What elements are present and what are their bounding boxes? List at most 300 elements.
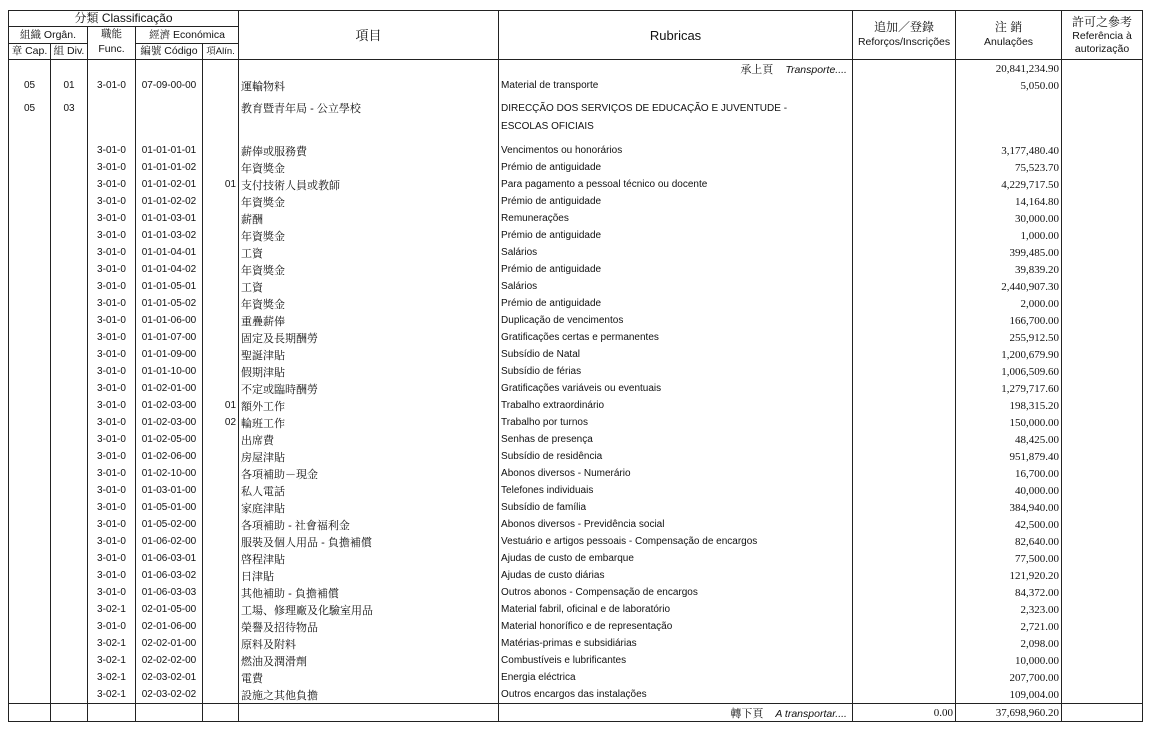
div-cell (51, 312, 88, 329)
alin-cell (203, 482, 239, 499)
header-reference-pt: Referência à autorização (1072, 29, 1132, 55)
annulment-cell: 77,500.00 (956, 550, 1062, 567)
reference-cell (1062, 346, 1143, 363)
alin-cell: 02 (203, 414, 239, 431)
reinforcement-cell (853, 346, 956, 363)
func-cell: 3-01-0 (88, 465, 136, 482)
item-zh-cell: 固定及長期酬勞 (239, 329, 499, 346)
cap-cell (9, 414, 51, 431)
budget-table (8, 10, 1143, 722)
div-cell: 03 (51, 100, 88, 136)
div-cell (51, 380, 88, 397)
item-zh-cell: 年資獎金 (239, 193, 499, 210)
code-cell: 01-02-06-00 (136, 448, 203, 465)
reinforcement-cell (853, 295, 956, 312)
annulment-cell: 5,050.00 (956, 77, 1062, 94)
item-zh-cell: 工資 (239, 278, 499, 295)
carry-out-amount: 37,698,960.20 (956, 704, 1062, 722)
func-cell: 3-01-0 (88, 77, 136, 94)
cap-cell (9, 533, 51, 550)
func-cell: 3-02-1 (88, 686, 136, 704)
div-cell (51, 227, 88, 244)
cap-cell (9, 635, 51, 652)
reinforcement-cell (853, 142, 956, 159)
reinforcement-cell (853, 669, 956, 686)
func-cell: 3-01-0 (88, 176, 136, 193)
div-cell (51, 397, 88, 414)
annulment-cell: 2,721.00 (956, 618, 1062, 635)
alin-cell (203, 278, 239, 295)
func-cell: 3-01-0 (88, 533, 136, 550)
cap-cell (9, 346, 51, 363)
cap-cell (9, 601, 51, 618)
reference-cell (1062, 431, 1143, 448)
rubrica-cell: Outros abonos - Compensação de encargos (499, 584, 853, 601)
annulment-cell: 951,879.40 (956, 448, 1062, 465)
cap-cell (9, 278, 51, 295)
reinforcement-cell (853, 244, 956, 261)
cap-cell (9, 397, 51, 414)
table-row (9, 380, 1143, 397)
table-row (9, 465, 1143, 482)
reference-cell (1062, 397, 1143, 414)
table-row (9, 431, 1143, 448)
func-cell: 3-01-0 (88, 210, 136, 227)
reference-cell (1062, 482, 1143, 499)
cap-cell (9, 244, 51, 261)
reinforcement-cell (853, 193, 956, 210)
cap-cell (9, 686, 51, 704)
carry-out-label (499, 704, 853, 722)
rubrica-cell: Subsídio de residência (499, 448, 853, 465)
alin-cell (203, 227, 239, 244)
reinforcement-cell (853, 601, 956, 618)
item-zh-cell: 各項補助 - 社會福利金 (239, 516, 499, 533)
reference-cell (1062, 567, 1143, 584)
func-cell: 3-01-0 (88, 227, 136, 244)
annulment-cell: 2,000.00 (956, 295, 1062, 312)
alin-cell (203, 567, 239, 584)
cap-cell (9, 193, 51, 210)
annulment-cell: 42,500.00 (956, 516, 1062, 533)
rubrica-cell: Salários (499, 244, 853, 261)
func-cell: 3-01-0 (88, 261, 136, 278)
cap-cell (9, 584, 51, 601)
div-cell (51, 618, 88, 635)
annulment-cell: 14,164.80 (956, 193, 1062, 210)
div-cell (51, 601, 88, 618)
annulment-cell: 255,912.50 (956, 329, 1062, 346)
annulment-cell: 16,700.00 (956, 465, 1062, 482)
code-cell: 01-01-01-01 (136, 142, 203, 159)
header-reinforcements-pt: Reforços/Inscrições (857, 36, 951, 48)
annulment-cell: 109,004.00 (956, 686, 1062, 704)
item-zh-cell: 年資獎金 (239, 227, 499, 244)
div-cell (51, 159, 88, 176)
alin-cell (203, 465, 239, 482)
alin-cell (203, 652, 239, 669)
func-cell: 3-01-0 (88, 312, 136, 329)
rubrica-cell: Vestuário e artigos pessoais - Compensação de encargos (499, 533, 853, 550)
rubrica-cell: Prémio de antiguidade (499, 227, 853, 244)
code-cell: 01-05-02-00 (136, 516, 203, 533)
cap-cell (9, 516, 51, 533)
annulment-cell: 399,485.00 (956, 244, 1062, 261)
table-row (9, 176, 1143, 193)
func-cell: 3-01-0 (88, 414, 136, 431)
alin-cell (203, 584, 239, 601)
func-cell: 3-02-1 (88, 669, 136, 686)
table-row (9, 601, 1143, 618)
div-cell (51, 346, 88, 363)
alin-cell (203, 363, 239, 380)
table-row (9, 346, 1143, 363)
header-classification: 分類 Classificação (9, 11, 239, 27)
div-cell (51, 329, 88, 346)
reinforcement-cell (853, 278, 956, 295)
rubrica-cell: Prémio de antiguidade (499, 261, 853, 278)
alin-cell (203, 142, 239, 159)
table-body (9, 60, 1143, 704)
reference-cell (1062, 550, 1143, 567)
annulment-cell: 207,700.00 (956, 669, 1062, 686)
code-cell: 02-02-01-00 (136, 635, 203, 652)
cap-cell (9, 312, 51, 329)
table-row (9, 584, 1143, 601)
annulment-cell: 84,372.00 (956, 584, 1062, 601)
alin-cell (203, 550, 239, 567)
carry-in-amount: 20,841,234.90 (956, 60, 1062, 78)
reference-cell (1062, 380, 1143, 397)
section-header-row (9, 100, 1143, 136)
reference-cell (1062, 533, 1143, 550)
func-cell: 3-01-0 (88, 482, 136, 499)
header-alin: 項Alín. (203, 44, 239, 60)
alin-cell (203, 244, 239, 261)
alin-cell (203, 499, 239, 516)
reference-cell (1062, 295, 1143, 312)
div-cell (51, 176, 88, 193)
cap-cell (9, 431, 51, 448)
reference-cell (1062, 635, 1143, 652)
alin-cell (203, 448, 239, 465)
annulment-cell: 1,000.00 (956, 227, 1062, 244)
func-cell: 3-01-0 (88, 618, 136, 635)
rubrica-cell: DIRECÇÃO DOS SERVIÇOS DE EDUCAÇÃO E JUVENTUDE - ESCOLAS OFICIAIS (499, 100, 853, 136)
reference-cell (1062, 210, 1143, 227)
cap-cell (9, 482, 51, 499)
item-zh-cell: 家庭津貼 (239, 499, 499, 516)
reinforcement-cell (853, 414, 956, 431)
item-zh-cell: 不定或臨時酬勞 (239, 380, 499, 397)
code-cell: 01-06-03-03 (136, 584, 203, 601)
div-cell (51, 567, 88, 584)
header-func (88, 27, 136, 60)
cap-cell (9, 465, 51, 482)
annulment-cell: 1,279,717.60 (956, 380, 1062, 397)
alin-cell: 01 (203, 397, 239, 414)
reference-cell (1062, 652, 1143, 669)
annulment-cell: 75,523.70 (956, 159, 1062, 176)
reference-cell (1062, 584, 1143, 601)
reinforcement-cell (853, 363, 956, 380)
table-row (9, 244, 1143, 261)
annulment-cell: 1,006,509.60 (956, 363, 1062, 380)
code-cell: 01-01-04-01 (136, 244, 203, 261)
code-cell: 02-02-02-00 (136, 652, 203, 669)
rubrica-cell: Combustíveis e lubrificantes (499, 652, 853, 669)
carry-in-label (499, 60, 853, 78)
rubrica-cell: Subsídio de família (499, 499, 853, 516)
reinforcement-cell (853, 210, 956, 227)
alin-cell (203, 346, 239, 363)
div-cell (51, 431, 88, 448)
reinforcement-cell (853, 550, 956, 567)
reference-cell (1062, 414, 1143, 431)
rubrica-cell: Outros encargos das instalações (499, 686, 853, 704)
cap-cell (9, 448, 51, 465)
func-cell: 3-02-1 (88, 652, 136, 669)
code-cell: 01-01-09-00 (136, 346, 203, 363)
rubrica-cell: Remunerações (499, 210, 853, 227)
table-row (9, 295, 1143, 312)
func-cell: 3-01-0 (88, 363, 136, 380)
table-row (9, 210, 1143, 227)
code-cell: 01-02-10-00 (136, 465, 203, 482)
item-zh-cell: 工場、修理廠及化驗室用品 (239, 601, 499, 618)
item-zh-cell: 各項補助－現金 (239, 465, 499, 482)
div-cell (51, 414, 88, 431)
cap-cell (9, 329, 51, 346)
rubrica-cell: Para pagamento a pessoal técnico ou docente (499, 176, 853, 193)
cap-cell (9, 210, 51, 227)
item-zh-cell: 燃油及潤滑劑 (239, 652, 499, 669)
item-zh-cell: 薪酬 (239, 210, 499, 227)
rubrica-cell: Ajudas de custo diárias (499, 567, 853, 584)
item-zh-cell: 啓程津貼 (239, 550, 499, 567)
reference-cell (1062, 142, 1143, 159)
reinforcement-cell (853, 499, 956, 516)
item-zh-cell: 榮譽及招待物品 (239, 618, 499, 635)
reference-cell (1062, 601, 1143, 618)
reinforcement-cell (853, 431, 956, 448)
div-cell: 01 (51, 77, 88, 94)
item-zh-cell: 重疊薪俸 (239, 312, 499, 329)
item-zh-cell: 私人電話 (239, 482, 499, 499)
rubrica-cell: Vencimentos ou honorários (499, 142, 853, 159)
func-cell: 3-01-0 (88, 193, 136, 210)
reinforcement-cell (853, 482, 956, 499)
code-cell: 01-01-05-02 (136, 295, 203, 312)
annulment-cell: 198,315.20 (956, 397, 1062, 414)
cap-cell (9, 176, 51, 193)
code-cell: 02-03-02-02 (136, 686, 203, 704)
reinforcement-cell (853, 380, 956, 397)
cap-cell (9, 295, 51, 312)
cap-cell (9, 227, 51, 244)
item-zh-cell: 輪班工作 (239, 414, 499, 431)
table-row (9, 618, 1143, 635)
div-cell (51, 142, 88, 159)
table-row (9, 397, 1143, 414)
header-func-zh: 職能 (101, 28, 122, 40)
code-cell: 02-01-05-00 (136, 601, 203, 618)
code-cell: 01-01-07-00 (136, 329, 203, 346)
div-cell (51, 635, 88, 652)
item-zh-cell: 年資獎金 (239, 159, 499, 176)
div-cell (51, 210, 88, 227)
code-cell: 01-01-03-02 (136, 227, 203, 244)
carry-out-label-pt: A transportar.... (775, 707, 847, 720)
func-cell: 3-01-0 (88, 516, 136, 533)
div-cell (51, 550, 88, 567)
div-cell (51, 533, 88, 550)
table-footer (9, 704, 1143, 722)
reference-cell (1062, 193, 1143, 210)
func-cell: 3-01-0 (88, 142, 136, 159)
rubrica-cell: Salários (499, 278, 853, 295)
rubrica-cell: Ajudas de custo de embarque (499, 550, 853, 567)
func-cell: 3-01-0 (88, 567, 136, 584)
code-cell: 01-01-02-01 (136, 176, 203, 193)
code-cell: 01-01-05-01 (136, 278, 203, 295)
header-code: 編號 Código (136, 44, 203, 60)
item-zh-cell: 額外工作 (239, 397, 499, 414)
header-organ: 組織 Orgân. (9, 27, 88, 44)
table-row (9, 550, 1143, 567)
reference-cell (1062, 465, 1143, 482)
reinforcement-cell (853, 652, 956, 669)
reinforcement-cell (853, 516, 956, 533)
table-row (9, 278, 1143, 295)
table-row (9, 227, 1143, 244)
rubrica-cell: Telefones individuais (499, 482, 853, 499)
item-zh-cell: 原料及附料 (239, 635, 499, 652)
div-cell (51, 193, 88, 210)
rubrica-cell: Prémio de antiguidade (499, 159, 853, 176)
table-row (9, 516, 1143, 533)
table-row (9, 414, 1143, 431)
item-zh-cell: 服裝及個人用品 - 負擔補償 (239, 533, 499, 550)
cap-cell (9, 499, 51, 516)
div-cell (51, 669, 88, 686)
rubrica-cell: Abonos diversos - Previdência social (499, 516, 853, 533)
carry-in-row (9, 60, 1143, 78)
table-row (9, 142, 1143, 159)
item-zh-cell: 設施之其他負擔 (239, 686, 499, 704)
item-zh-cell: 聖誕津貼 (239, 346, 499, 363)
reference-cell (1062, 244, 1143, 261)
div-cell (51, 278, 88, 295)
rubrica-cell: Material fabril, oficinal e de laboratório (499, 601, 853, 618)
table-row (9, 329, 1143, 346)
reference-cell (1062, 278, 1143, 295)
alin-cell (203, 533, 239, 550)
reference-cell (1062, 448, 1143, 465)
code-cell: 07-09-00-00 (136, 77, 203, 94)
cap-cell (9, 142, 51, 159)
item-zh-cell: 運輸物料 (239, 77, 499, 94)
reinforcement-cell (853, 533, 956, 550)
func-cell: 3-01-0 (88, 244, 136, 261)
reinforcement-cell (853, 584, 956, 601)
header-div: 組 Div. (51, 44, 88, 60)
cap-cell (9, 159, 51, 176)
cap-cell (9, 567, 51, 584)
table-row (9, 567, 1143, 584)
annulment-cell: 30,000.00 (956, 210, 1062, 227)
code-cell: 01-01-06-00 (136, 312, 203, 329)
code-cell: 01-02-01-00 (136, 380, 203, 397)
code-cell: 01-01-04-02 (136, 261, 203, 278)
rubrica-cell: Energia eléctrica (499, 669, 853, 686)
cap-cell (9, 261, 51, 278)
annulment-cell: 150,000.00 (956, 414, 1062, 431)
table-row (9, 533, 1143, 550)
code-cell: 01-02-03-00 (136, 414, 203, 431)
code-cell: 01-01-02-02 (136, 193, 203, 210)
div-cell (51, 516, 88, 533)
header-func-pt: Func. (98, 43, 125, 55)
annulment-cell: 2,323.00 (956, 601, 1062, 618)
rubrica-cell: Material honorífico e de representação (499, 618, 853, 635)
rubrica-cell: Subsídio de Natal (499, 346, 853, 363)
annulment-cell: 4,229,717.50 (956, 176, 1062, 193)
alin-cell (203, 635, 239, 652)
reference-cell (1062, 261, 1143, 278)
table-row (9, 448, 1143, 465)
annulment-cell: 2,440,907.30 (956, 278, 1062, 295)
reinforcement-cell (853, 227, 956, 244)
item-zh-cell: 支付技術人員或教師 (239, 176, 499, 193)
rubrica-cell: Prémio de antiguidade (499, 193, 853, 210)
rubrica-cell: Abonos diversos - Numerário (499, 465, 853, 482)
cap-cell (9, 550, 51, 567)
code-cell: 01-01-01-02 (136, 159, 203, 176)
reference-cell (1062, 618, 1143, 635)
alin-cell (203, 261, 239, 278)
table-row (9, 261, 1143, 278)
div-cell (51, 295, 88, 312)
func-cell: 3-01-0 (88, 550, 136, 567)
div-cell (51, 652, 88, 669)
item-zh-cell: 薪俸或服務費 (239, 142, 499, 159)
carry-in-label-zh: 承上頁 (740, 63, 774, 76)
reinforcement-cell (853, 176, 956, 193)
code-cell: 02-03-02-01 (136, 669, 203, 686)
rubrica-cell: Trabalho extraordinário (499, 397, 853, 414)
reinforcement-cell (853, 567, 956, 584)
reference-cell (1062, 516, 1143, 533)
carry-out-row (9, 704, 1143, 722)
alin-cell (203, 431, 239, 448)
reference-cell (1062, 312, 1143, 329)
rubrica-cell: Gratificações variáveis ou eventuais (499, 380, 853, 397)
annulment-cell: 166,700.00 (956, 312, 1062, 329)
div-cell (51, 584, 88, 601)
func-cell: 3-02-1 (88, 635, 136, 652)
header-reference-zh: 許可之參考 (1072, 14, 1133, 29)
alin-cell (203, 601, 239, 618)
func-cell: 3-01-0 (88, 278, 136, 295)
reinforcement-cell (853, 465, 956, 482)
cap-cell (9, 363, 51, 380)
reinforcement-cell (853, 312, 956, 329)
table-row (9, 482, 1143, 499)
reference-cell (1062, 176, 1143, 193)
alin-cell (203, 516, 239, 533)
alin-cell (203, 193, 239, 210)
